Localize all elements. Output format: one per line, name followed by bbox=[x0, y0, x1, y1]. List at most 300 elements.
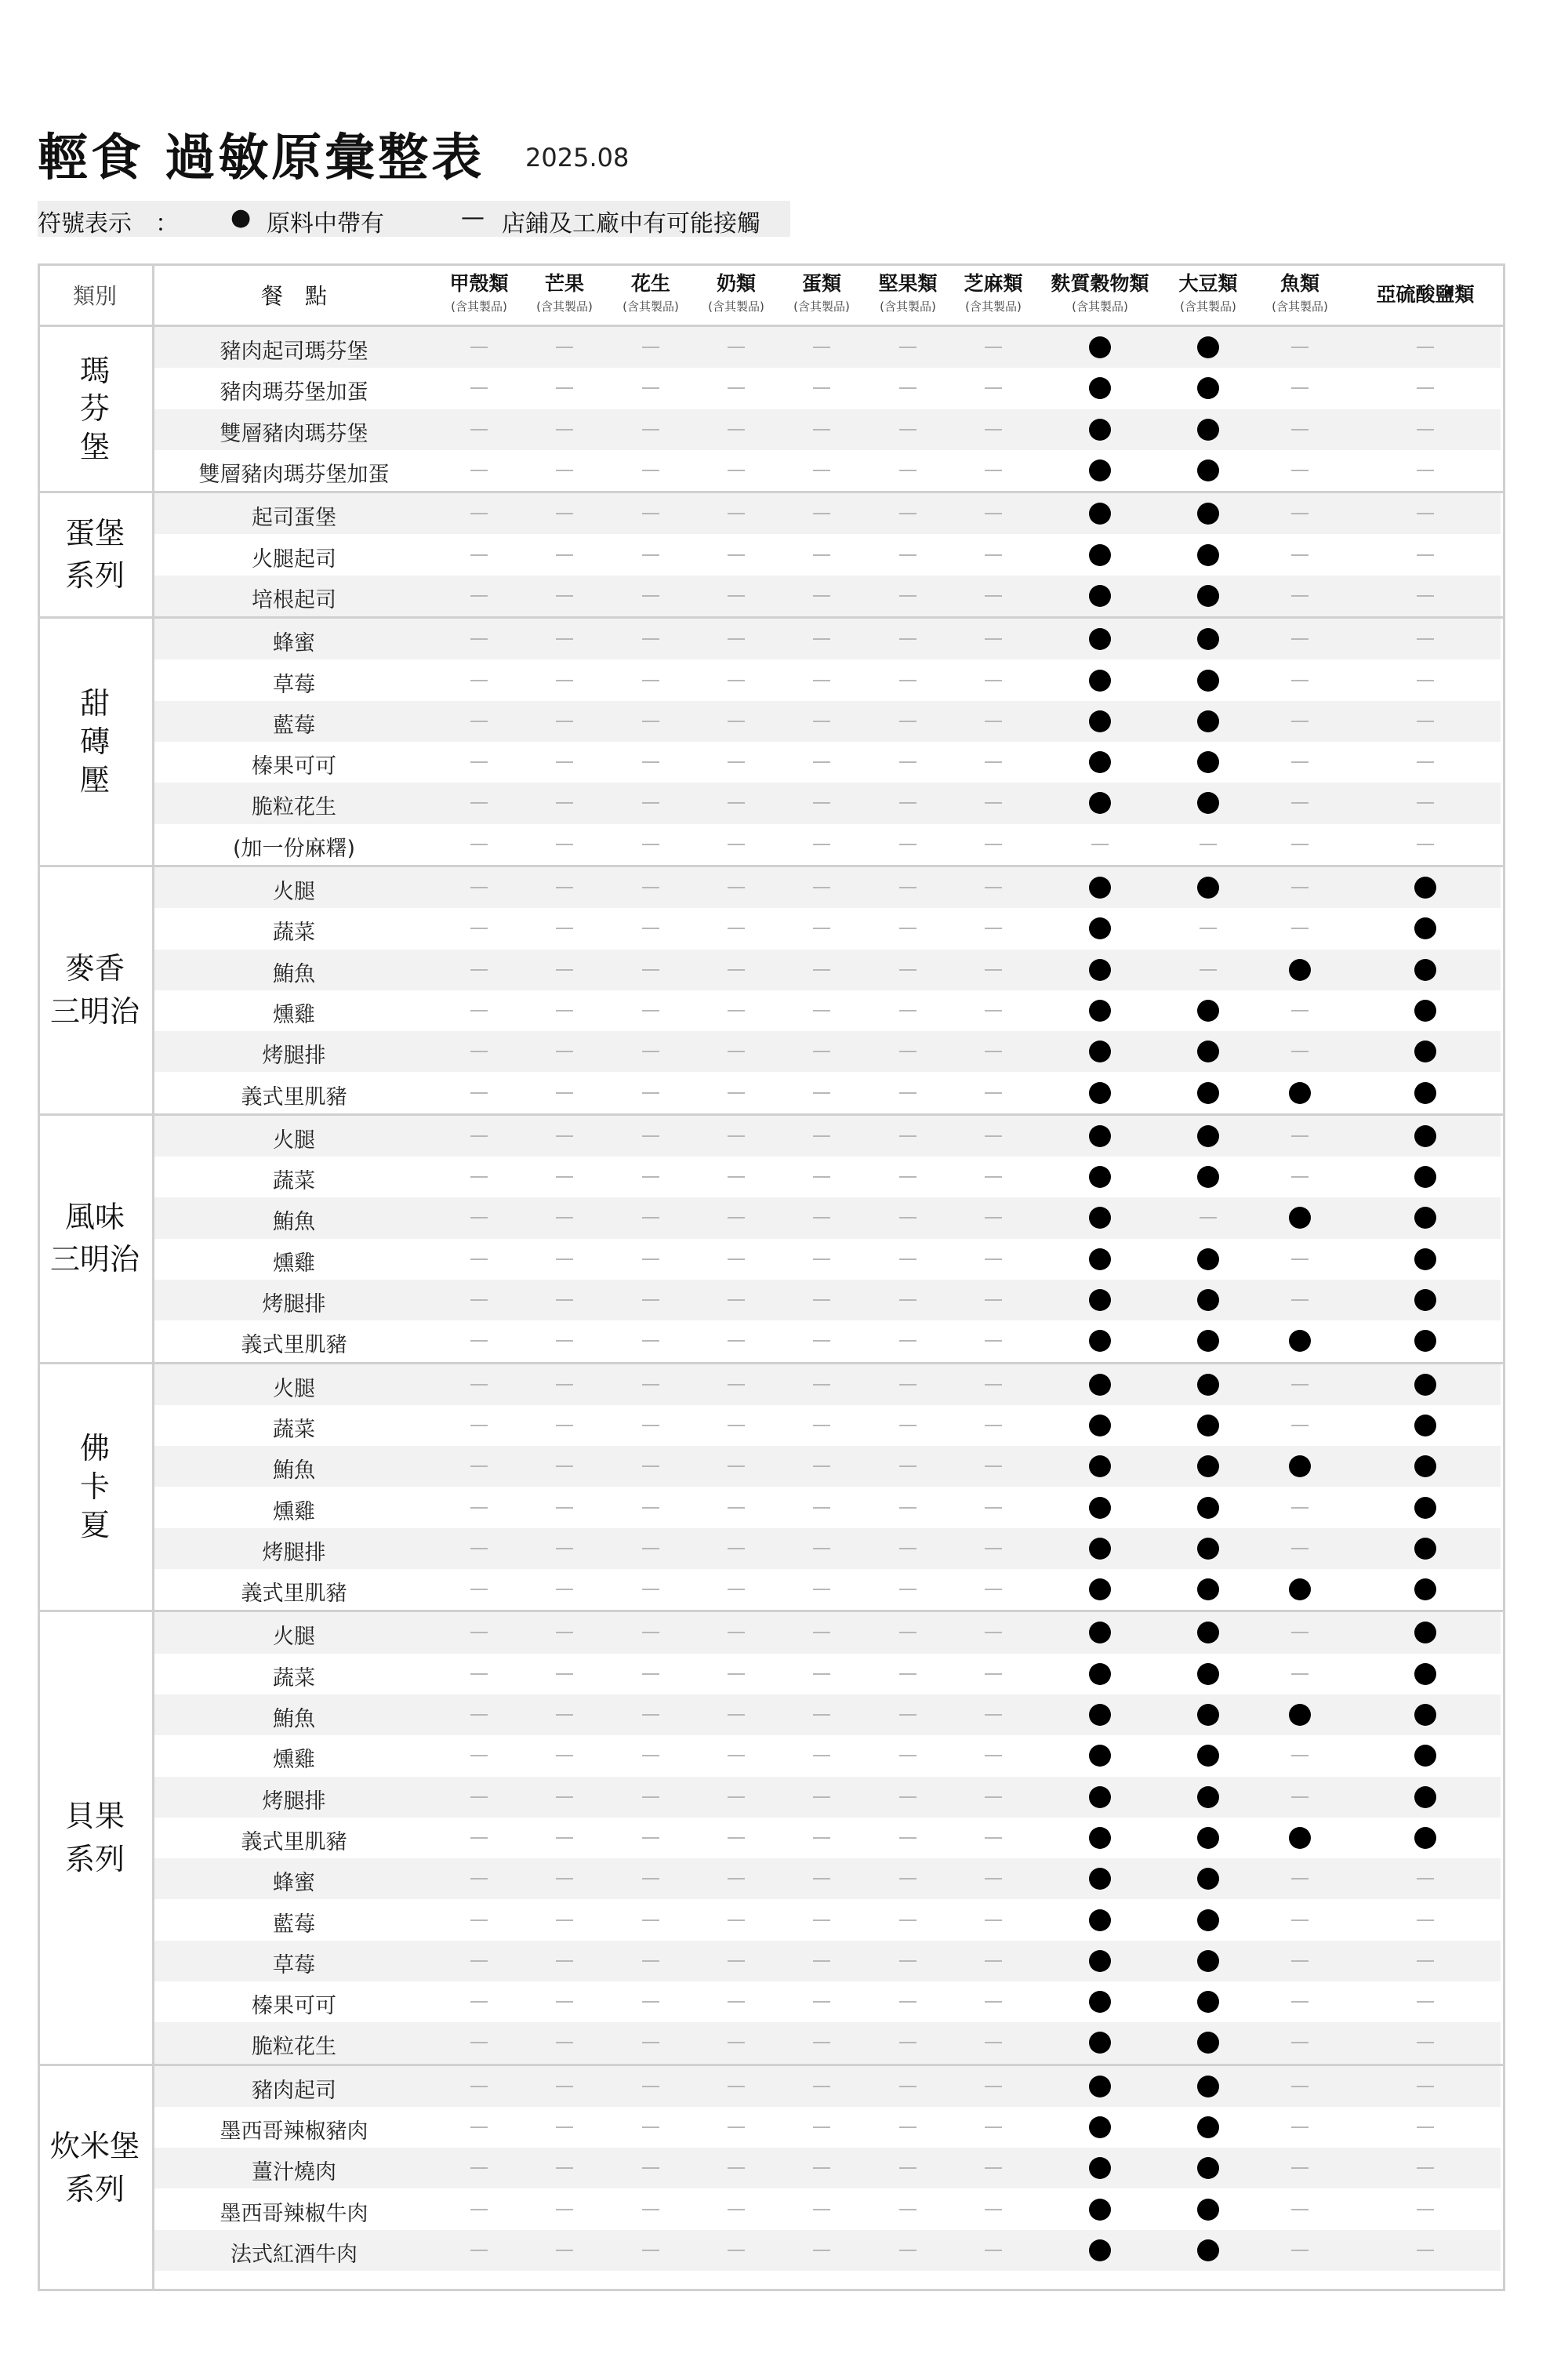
allergen-header bbox=[437, 268, 521, 314]
cross-contact-dash-icon bbox=[899, 1465, 916, 1467]
cross-contact-dash-icon bbox=[556, 1796, 573, 1798]
cross-contact-dash-icon bbox=[1417, 2001, 1434, 2003]
contains-dot-icon bbox=[1197, 1991, 1219, 2013]
cross-contact-dash-icon bbox=[899, 2250, 916, 2251]
contains-dot-icon bbox=[1089, 959, 1111, 981]
cross-contact-dash-icon bbox=[899, 2209, 916, 2210]
menu-item-name: 鮪魚 bbox=[273, 961, 315, 986]
cross-contact-dash-icon bbox=[813, 1258, 830, 1260]
category-label-line: 三明治 bbox=[49, 1242, 140, 1277]
cross-contact-dash-icon bbox=[985, 347, 1002, 348]
cross-contact-dash-icon bbox=[1291, 595, 1308, 597]
cross-contact-dash-icon bbox=[985, 1878, 1002, 1880]
cross-contact-dash-icon bbox=[813, 1384, 830, 1386]
cross-contact-dash-icon bbox=[728, 1258, 745, 1260]
menu-item-name: 脆粒花生 bbox=[252, 2035, 336, 2060]
contains-dot-icon bbox=[1089, 2239, 1111, 2261]
cross-contact-dash-icon bbox=[728, 1384, 745, 1386]
allergen-header-name: 花生 bbox=[630, 272, 670, 295]
contains-dot-icon bbox=[1197, 1125, 1219, 1147]
cross-contact-dash-icon bbox=[1291, 1258, 1308, 1260]
cross-contact-dash-icon bbox=[556, 1384, 573, 1386]
menu-item-name: 鮪魚 bbox=[273, 1707, 315, 1732]
allergen-header-name: 甲殼類 bbox=[449, 272, 509, 295]
menu-item-name: 藍莓 bbox=[273, 713, 315, 738]
cross-contact-dash-icon bbox=[813, 1589, 830, 1590]
cross-contact-dash-icon bbox=[899, 1632, 916, 1633]
cross-contact-dash-icon bbox=[985, 1217, 1002, 1219]
cross-contact-dash-icon bbox=[642, 1010, 659, 1011]
cross-contact-dash-icon bbox=[728, 513, 745, 514]
cross-contact-dash-icon bbox=[1291, 1796, 1308, 1798]
menu-item-name: 燻雞 bbox=[273, 1251, 315, 1276]
contains-dot-icon bbox=[1197, 2199, 1219, 2221]
cross-contact-dash-icon bbox=[470, 2209, 488, 2210]
menu-item-name: 蜂蜜 bbox=[273, 631, 315, 656]
cross-contact-dash-icon bbox=[642, 2250, 659, 2251]
cross-contact-dash-icon bbox=[556, 887, 573, 888]
category-label-line: 系列 bbox=[64, 558, 125, 594]
cross-contact-dash-icon bbox=[985, 513, 1002, 514]
cross-contact-dash-icon bbox=[556, 1960, 573, 1962]
cross-contact-dash-icon bbox=[470, 513, 488, 514]
menu-item-name: 燻雞 bbox=[273, 1748, 315, 1773]
cross-contact-dash-icon bbox=[728, 1507, 745, 1509]
cross-contact-dash-icon bbox=[899, 887, 916, 888]
cross-contact-dash-icon bbox=[1417, 721, 1434, 722]
cross-contact-dash-icon bbox=[1417, 1878, 1434, 1880]
cross-contact-dash-icon bbox=[642, 1837, 659, 1839]
cross-contact-dash-icon bbox=[813, 1217, 830, 1219]
allergen-header-note: (含其製品) bbox=[622, 300, 679, 314]
cross-contact-dash-icon bbox=[1291, 638, 1308, 640]
cross-contact-dash-icon bbox=[556, 1919, 573, 1921]
cross-contact-dash-icon bbox=[642, 1632, 659, 1633]
cross-contact-dash-icon bbox=[813, 1465, 830, 1467]
cross-contact-dash-icon bbox=[1417, 2250, 1434, 2251]
category-label-line: 堡 bbox=[79, 430, 110, 465]
cross-contact-dash-icon bbox=[985, 638, 1002, 640]
menu-item-name: 火腿 bbox=[273, 1128, 315, 1153]
cross-contact-dash-icon bbox=[642, 802, 659, 804]
cross-contact-dash-icon bbox=[556, 638, 573, 640]
cross-contact-dash-icon bbox=[556, 429, 573, 430]
contains-dot-icon bbox=[1197, 2116, 1219, 2138]
menu-item-name: 義式里肌豬 bbox=[241, 1333, 347, 1358]
cross-contact-dash-icon bbox=[1200, 969, 1217, 971]
cross-contact-dash-icon bbox=[556, 1714, 573, 1716]
cross-contact-dash-icon bbox=[728, 1755, 745, 1756]
cross-contact-dash-icon bbox=[1417, 387, 1434, 389]
cross-contact-dash-icon bbox=[1291, 1051, 1308, 1052]
contains-dot-icon bbox=[1089, 2076, 1111, 2097]
category-label-line: 卡 bbox=[79, 1469, 110, 1505]
cross-contact-dash-icon bbox=[728, 638, 745, 640]
cross-contact-dash-icon bbox=[813, 802, 830, 804]
cross-contact-dash-icon bbox=[1291, 680, 1308, 681]
contains-dot-icon bbox=[1414, 1248, 1436, 1270]
contains-dot-icon bbox=[1197, 1704, 1219, 1726]
cross-contact-dash-icon bbox=[1417, 638, 1434, 640]
cross-contact-dash-icon bbox=[556, 1051, 573, 1052]
cross-contact-dash-icon bbox=[899, 513, 916, 514]
contains-dot-icon bbox=[1414, 1663, 1436, 1685]
cross-contact-dash-icon bbox=[985, 969, 1002, 971]
cross-contact-dash-icon bbox=[470, 1673, 488, 1675]
cross-contact-dash-icon bbox=[985, 802, 1002, 804]
menu-item-name: 鮪魚 bbox=[273, 1458, 315, 1484]
cross-contact-dash-icon bbox=[642, 761, 659, 763]
cross-contact-dash-icon bbox=[985, 1960, 1002, 1962]
cross-contact-dash-icon bbox=[985, 2250, 1002, 2251]
allergen-header bbox=[866, 268, 950, 314]
contains-dot-icon bbox=[1089, 1704, 1111, 1726]
menu-item-name: 榛果可可 bbox=[252, 1994, 336, 2019]
menu-item-name: 烤腿排 bbox=[262, 1044, 326, 1069]
cross-contact-dash-icon bbox=[985, 761, 1002, 763]
cross-contact-dash-icon bbox=[556, 1632, 573, 1633]
menu-item-name: 烤腿排 bbox=[262, 1292, 326, 1317]
allergen-header-name: 麩質穀物類 bbox=[1051, 272, 1149, 295]
cross-contact-dash-icon bbox=[642, 2167, 659, 2169]
contains-dot-icon bbox=[1089, 1663, 1111, 1685]
contains-dot-icon bbox=[1089, 1497, 1111, 1519]
cross-contact-dash-icon bbox=[470, 1384, 488, 1386]
cross-contact-dash-icon bbox=[470, 721, 488, 722]
cross-contact-dash-icon bbox=[1417, 1919, 1434, 1921]
legend-dash-text: 店鋪及工廠中有可能接觸 bbox=[502, 210, 760, 238]
cross-contact-dash-icon bbox=[556, 721, 573, 722]
contains-dot-icon bbox=[1197, 1663, 1219, 1685]
cross-contact-dash-icon bbox=[470, 1176, 488, 1178]
menu-item-name: 烤腿排 bbox=[262, 1540, 326, 1565]
cross-contact-dash-icon bbox=[642, 844, 659, 845]
cross-contact-dash-icon bbox=[556, 513, 573, 514]
cross-contact-dash-icon bbox=[728, 1465, 745, 1467]
cross-contact-dash-icon bbox=[470, 887, 488, 888]
cross-contact-dash-icon bbox=[470, 387, 488, 389]
cross-contact-dash-icon bbox=[642, 554, 659, 556]
cross-contact-dash-icon bbox=[813, 1796, 830, 1798]
cross-contact-dash-icon bbox=[1417, 2086, 1434, 2087]
cross-contact-dash-icon bbox=[1291, 1384, 1308, 1386]
menu-item-name: 培根起司 bbox=[252, 587, 336, 612]
cross-contact-dash-icon bbox=[899, 2001, 916, 2003]
allergen-header bbox=[1367, 279, 1484, 307]
cross-contact-dash-icon bbox=[556, 680, 573, 681]
cross-contact-dash-icon bbox=[1291, 1010, 1308, 1011]
legend-dot-text: 原料中帶有 bbox=[267, 210, 384, 238]
cross-contact-dash-icon bbox=[1417, 2126, 1434, 2128]
contains-dot-icon bbox=[1197, 1374, 1219, 1396]
cross-contact-dash-icon bbox=[813, 595, 830, 597]
cross-contact-dash-icon bbox=[728, 1632, 745, 1633]
cross-contact-dash-icon bbox=[813, 1176, 830, 1178]
cross-contact-dash-icon bbox=[556, 761, 573, 763]
cross-contact-dash-icon bbox=[985, 1632, 1002, 1633]
cross-contact-dash-icon bbox=[985, 2209, 1002, 2210]
cross-contact-dash-icon bbox=[642, 1384, 659, 1386]
contains-dot-icon bbox=[1089, 544, 1111, 566]
cross-contact-dash-icon bbox=[985, 1837, 1002, 1839]
category-label bbox=[38, 1791, 152, 1885]
cross-contact-dash-icon bbox=[985, 1092, 1002, 1094]
contains-dot-icon bbox=[1197, 1786, 1219, 1808]
cross-contact-dash-icon bbox=[728, 1714, 745, 1716]
cross-contact-dash-icon bbox=[899, 1919, 916, 1921]
cross-contact-dash-icon bbox=[985, 2042, 1002, 2043]
cross-contact-dash-icon bbox=[728, 1878, 745, 1880]
cross-contact-dash-icon bbox=[470, 680, 488, 681]
contains-dot-icon bbox=[1414, 1082, 1436, 1104]
contains-dot-icon bbox=[1089, 877, 1111, 899]
cross-contact-dash-icon bbox=[728, 887, 745, 888]
cross-contact-dash-icon bbox=[899, 1878, 916, 1880]
cross-contact-dash-icon bbox=[728, 1796, 745, 1798]
cross-contact-dash-icon bbox=[899, 1548, 916, 1549]
contains-dot-icon bbox=[1089, 1950, 1111, 1972]
cross-contact-dash-icon bbox=[642, 887, 659, 888]
cross-contact-dash-icon bbox=[1291, 761, 1308, 763]
cross-contact-dash-icon bbox=[556, 1340, 573, 1342]
cross-contact-dash-icon bbox=[1291, 1548, 1308, 1549]
cross-contact-dash-icon bbox=[985, 721, 1002, 722]
menu-item-name: 法式紅酒牛肉 bbox=[230, 2242, 358, 2267]
cross-contact-dash-icon bbox=[470, 802, 488, 804]
contains-dot-icon bbox=[1197, 1289, 1219, 1311]
cross-contact-dash-icon bbox=[728, 595, 745, 597]
cross-contact-dash-icon bbox=[985, 1258, 1002, 1260]
cross-contact-dash-icon bbox=[556, 1507, 573, 1509]
cross-contact-dash-icon bbox=[813, 2209, 830, 2210]
cross-contact-dash-icon bbox=[642, 1796, 659, 1798]
document-date: 2025.08 bbox=[525, 143, 630, 173]
cross-contact-dash-icon bbox=[1291, 2209, 1308, 2210]
cross-contact-dash-icon bbox=[556, 1548, 573, 1549]
allergen-header-note: (含其製品) bbox=[708, 300, 764, 314]
cross-contact-dash-icon bbox=[985, 595, 1002, 597]
category-label bbox=[38, 1428, 152, 1545]
cross-contact-dash-icon bbox=[470, 2126, 488, 2128]
cross-contact-dash-icon bbox=[813, 2167, 830, 2169]
allergen-header-note: (含其製品) bbox=[880, 300, 936, 314]
contains-dot-icon bbox=[1414, 959, 1436, 981]
cross-contact-dash-icon bbox=[899, 1176, 916, 1178]
cross-contact-dash-icon bbox=[813, 928, 830, 929]
cross-contact-dash-icon bbox=[728, 844, 745, 845]
cross-contact-dash-icon bbox=[813, 2126, 830, 2128]
cross-contact-dash-icon bbox=[813, 387, 830, 389]
cross-contact-dash-icon bbox=[470, 2001, 488, 2003]
cross-contact-dash-icon bbox=[728, 1589, 745, 1590]
menu-item-name: 豬肉起司瑪芬堡 bbox=[220, 340, 368, 365]
cross-contact-dash-icon bbox=[899, 2042, 916, 2043]
contains-dot-icon bbox=[1089, 710, 1111, 732]
legend-label: 符號表示 bbox=[38, 210, 132, 238]
allergen-header-name: 堅果類 bbox=[878, 272, 938, 295]
category-label-line: 風味 bbox=[64, 1199, 125, 1234]
cross-contact-dash-icon bbox=[1417, 429, 1434, 430]
cross-contact-dash-icon bbox=[556, 1258, 573, 1260]
cross-contact-dash-icon bbox=[470, 2042, 488, 2043]
cross-contact-dash-icon bbox=[899, 2167, 916, 2169]
allergen-header-note: (含其製品) bbox=[1180, 300, 1236, 314]
contains-dot-icon bbox=[1089, 1082, 1111, 1104]
contains-dot-icon bbox=[1289, 1082, 1311, 1104]
cross-contact-dash-icon bbox=[813, 721, 830, 722]
cross-contact-dash-icon bbox=[985, 1135, 1002, 1137]
menu-item-name: 草莓 bbox=[273, 1952, 315, 1978]
cross-contact-dash-icon bbox=[642, 1051, 659, 1052]
allergen-header-note: (含其製品) bbox=[1072, 300, 1128, 314]
cross-contact-dash-icon bbox=[728, 1425, 745, 1426]
cross-contact-dash-icon bbox=[1291, 554, 1308, 556]
contains-dot-icon bbox=[1197, 2076, 1219, 2097]
contains-dot-icon bbox=[1197, 1415, 1219, 1436]
cross-contact-dash-icon bbox=[470, 1340, 488, 1342]
page-title: 輕食 過敏原彙整表 bbox=[38, 129, 485, 187]
contains-dot-icon bbox=[1414, 1000, 1436, 1022]
cross-contact-dash-icon bbox=[813, 1673, 830, 1675]
cross-contact-dash-icon bbox=[556, 969, 573, 971]
category-label bbox=[38, 943, 152, 1037]
cross-contact-dash-icon bbox=[899, 928, 916, 929]
cross-contact-dash-icon bbox=[985, 470, 1002, 471]
category-label bbox=[38, 683, 152, 801]
cross-contact-dash-icon bbox=[642, 2209, 659, 2210]
allergen-header bbox=[1258, 268, 1342, 314]
cross-contact-dash-icon bbox=[642, 1340, 659, 1342]
cross-contact-dash-icon bbox=[556, 347, 573, 348]
cross-contact-dash-icon bbox=[813, 1010, 830, 1011]
contains-dot-icon bbox=[1089, 1125, 1111, 1147]
cross-contact-dash-icon bbox=[1291, 1176, 1308, 1178]
cross-contact-dash-icon bbox=[813, 1135, 830, 1137]
cross-contact-dash-icon bbox=[642, 347, 659, 348]
contains-dot-icon bbox=[1197, 2239, 1219, 2261]
cross-contact-dash-icon bbox=[1417, 2042, 1434, 2043]
contains-dot-icon bbox=[1089, 1909, 1111, 1931]
legend-dot-icon: ● bbox=[230, 204, 252, 231]
cross-contact-dash-icon bbox=[728, 802, 745, 804]
cross-contact-dash-icon bbox=[1291, 2167, 1308, 2169]
cross-contact-dash-icon bbox=[899, 387, 916, 389]
cross-contact-dash-icon bbox=[556, 928, 573, 929]
item-header-label: 餐 點 bbox=[260, 283, 327, 309]
cross-contact-dash-icon bbox=[1291, 1425, 1308, 1426]
cross-contact-dash-icon bbox=[985, 2167, 1002, 2169]
cross-contact-dash-icon bbox=[1417, 2167, 1434, 2169]
category-header bbox=[38, 279, 152, 311]
cross-contact-dash-icon bbox=[1291, 470, 1308, 471]
cross-contact-dash-icon bbox=[728, 1051, 745, 1052]
cross-contact-dash-icon bbox=[985, 1465, 1002, 1467]
contains-dot-icon bbox=[1197, 1248, 1219, 1270]
cross-contact-dash-icon bbox=[899, 429, 916, 430]
contains-dot-icon bbox=[1414, 877, 1436, 899]
cross-contact-dash-icon bbox=[899, 1589, 916, 1590]
category-label-line: 麥香 bbox=[64, 950, 125, 986]
cross-contact-dash-icon bbox=[1417, 470, 1434, 471]
category-label-line: 蛋堡 bbox=[64, 515, 125, 550]
menu-item-name: 豬肉起司 bbox=[252, 2078, 336, 2103]
cross-contact-dash-icon bbox=[642, 2126, 659, 2128]
cross-contact-dash-icon bbox=[899, 761, 916, 763]
contains-dot-icon bbox=[1414, 1827, 1436, 1849]
cross-contact-dash-icon bbox=[642, 2086, 659, 2087]
cross-contact-dash-icon bbox=[470, 429, 488, 430]
allergen-header bbox=[522, 268, 607, 314]
cross-contact-dash-icon bbox=[985, 2086, 1002, 2087]
contains-dot-icon bbox=[1197, 670, 1219, 692]
allergen-header-note: (含其製品) bbox=[793, 300, 850, 314]
cross-contact-dash-icon bbox=[642, 1878, 659, 1880]
cross-contact-dash-icon bbox=[899, 1960, 916, 1962]
cross-contact-dash-icon bbox=[899, 638, 916, 640]
menu-item-name: 鮪魚 bbox=[273, 1210, 315, 1235]
allergen-header-name: 芝麻類 bbox=[964, 272, 1023, 295]
cross-contact-dash-icon bbox=[813, 347, 830, 348]
category-label-line: 炊米堡 bbox=[49, 2129, 140, 2164]
contains-dot-icon bbox=[1197, 1950, 1219, 1972]
cross-contact-dash-icon bbox=[813, 1507, 830, 1509]
cross-contact-dash-icon bbox=[556, 1837, 573, 1839]
cross-contact-dash-icon bbox=[728, 1673, 745, 1675]
cross-contact-dash-icon bbox=[813, 887, 830, 888]
cross-contact-dash-icon bbox=[470, 1135, 488, 1137]
cross-contact-dash-icon bbox=[1291, 2042, 1308, 2043]
cross-contact-dash-icon bbox=[470, 1465, 488, 1467]
cross-contact-dash-icon bbox=[470, 1919, 488, 1921]
allergen-header-name: 魚類 bbox=[1279, 272, 1319, 295]
cross-contact-dash-icon bbox=[728, 2042, 745, 2043]
menu-item-name: 藍莓 bbox=[273, 1912, 315, 1937]
contains-dot-icon bbox=[1414, 1125, 1436, 1147]
cross-contact-dash-icon bbox=[470, 638, 488, 640]
cross-contact-dash-icon bbox=[1291, 1632, 1308, 1633]
cross-contact-dash-icon bbox=[642, 1299, 659, 1301]
cross-contact-dash-icon bbox=[985, 1673, 1002, 1675]
cross-contact-dash-icon bbox=[813, 638, 830, 640]
cross-contact-dash-icon bbox=[985, 1796, 1002, 1798]
cross-contact-dash-icon bbox=[728, 1299, 745, 1301]
cross-contact-dash-icon bbox=[1291, 2086, 1308, 2087]
contains-dot-icon bbox=[1197, 1578, 1219, 1600]
cross-contact-dash-icon bbox=[899, 1092, 916, 1094]
cross-contact-dash-icon bbox=[642, 1589, 659, 1590]
contains-dot-icon bbox=[1089, 1415, 1111, 1436]
cross-contact-dash-icon bbox=[728, 347, 745, 348]
menu-item-name: (加一份麻糬) bbox=[232, 836, 356, 861]
cross-contact-dash-icon bbox=[728, 1340, 745, 1342]
allergen-header-note: (含其製品) bbox=[451, 300, 507, 314]
category-label-line: 夏 bbox=[79, 1508, 110, 1543]
cross-contact-dash-icon bbox=[728, 1837, 745, 1839]
contains-dot-icon bbox=[1414, 1415, 1436, 1436]
menu-item-name: 燻雞 bbox=[273, 1499, 315, 1524]
cross-contact-dash-icon bbox=[985, 1548, 1002, 1549]
cross-contact-dash-icon bbox=[899, 969, 916, 971]
cross-contact-dash-icon bbox=[642, 680, 659, 681]
cross-contact-dash-icon bbox=[1417, 347, 1434, 348]
cross-contact-dash-icon bbox=[556, 2209, 573, 2210]
cross-contact-dash-icon bbox=[556, 2167, 573, 2169]
contains-dot-icon bbox=[1089, 1289, 1111, 1311]
cross-contact-dash-icon bbox=[813, 1340, 830, 1342]
contains-dot-icon bbox=[1197, 459, 1219, 481]
cross-contact-dash-icon bbox=[728, 1548, 745, 1549]
contains-dot-icon bbox=[1089, 2116, 1111, 2138]
